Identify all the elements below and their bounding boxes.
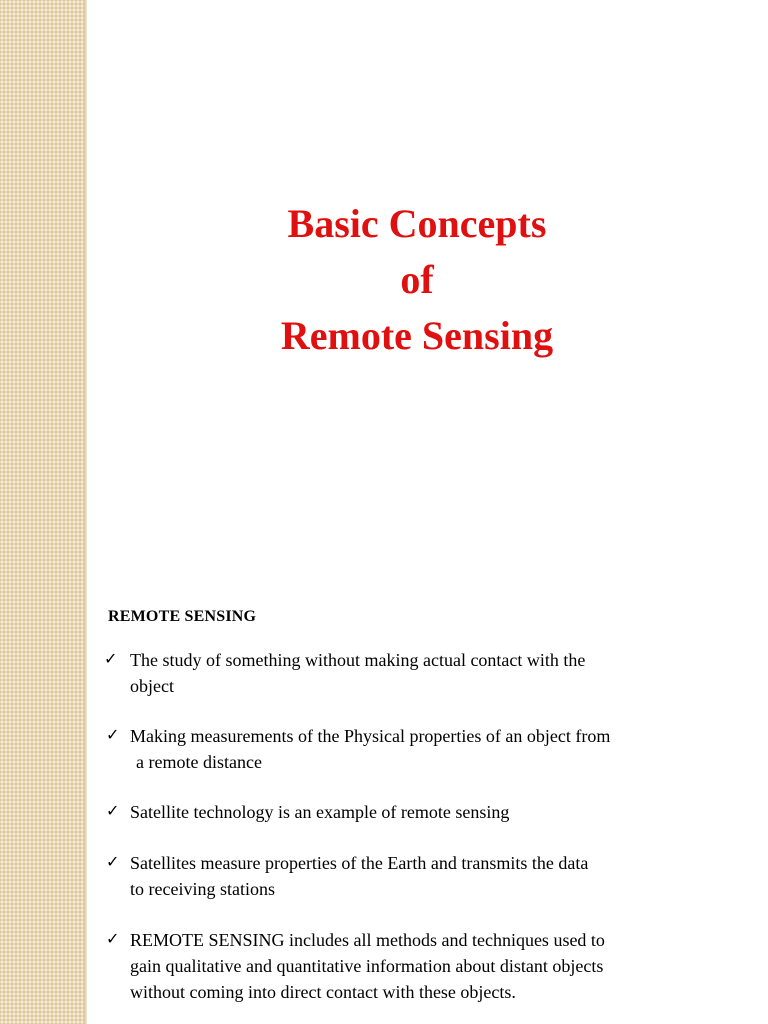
bullet-text-continued: without coming into direct contact with these objects. — [130, 982, 516, 1002]
decorative-side-strip — [0, 0, 84, 1024]
bullet-text: Satellites measure properties of the Earth and transmits the data — [130, 853, 589, 873]
bullet-item — [106, 723, 611, 775]
title-line-2: of — [400, 257, 434, 302]
bullet-item — [106, 927, 605, 1005]
slide-title — [150, 196, 684, 364]
bullet-text-continued: object — [130, 676, 174, 696]
strip-edge — [84, 0, 87, 1024]
checkmark-icon: ✓ — [106, 929, 120, 948]
bullet-text-continued: a remote distance — [136, 752, 262, 772]
bullet-text: The study of something without making actual contact with the — [130, 650, 586, 670]
bullet-item — [106, 799, 510, 825]
checkmark-icon: ✓ — [106, 801, 120, 820]
bullet-text: Satellite technology is an example of remote sensing — [130, 802, 510, 822]
title-line-3: Remote Sensing — [280, 313, 554, 358]
title-line-1: Basic Concepts — [287, 201, 547, 246]
bullet-item — [106, 850, 589, 902]
checkmark-icon: ✓ — [106, 725, 120, 744]
checkmark-icon: ✓ — [106, 852, 120, 871]
checkmark-icon: ✓ — [104, 649, 118, 668]
bullet-text-continued: to receiving stations — [130, 879, 275, 899]
bullet-text-continued: gain qualitative and quantitative information about distant objects — [130, 956, 604, 976]
section-heading: REMOTE SENSING — [108, 608, 257, 625]
bullet-text: Making measurements of the Physical properties of an object from — [130, 726, 611, 746]
bullet-item — [104, 647, 586, 699]
bullet-text: REMOTE SENSING includes all methods and techniques used to — [130, 930, 605, 950]
